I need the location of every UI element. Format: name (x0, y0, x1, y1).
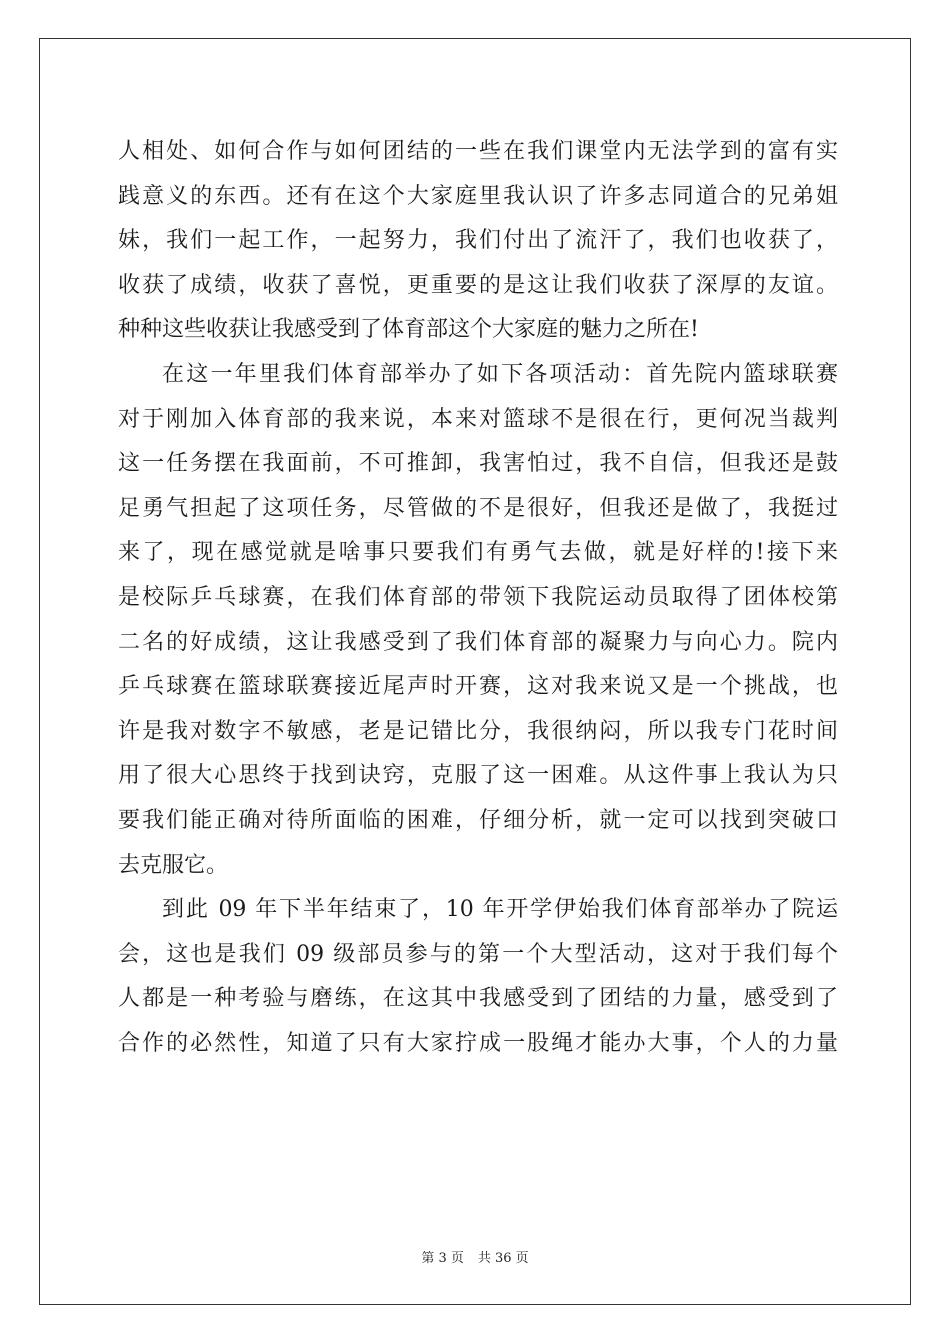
text-line: 践意义的东西。还有在这个大家庭里我认识了许多志同道合的兄弟姐 (118, 183, 838, 209)
text-line: 二名的好成绩，这让我感受到了我们体育部的凝聚力与向心力。院内 (118, 629, 838, 655)
text-line: 是校际乒乓球赛，在我们体育部的带领下我院运动员取得了团体校第 (118, 584, 838, 610)
page-total: 共 36 页 (477, 1251, 529, 1266)
text-line: 许是我对数字不敏感，老是记错比分，我很纳闷，所以我专门花时间 (118, 718, 838, 744)
text-line: 合作的必然性，知道了只有大家拧成一股绳才能办大事，个人的力量 (118, 1030, 838, 1056)
text-line: 这一任务摆在我面前，不可推卸，我害怕过，我不自信，但我还是鼓 (118, 451, 838, 477)
text-line: 妹，我们一起工作，一起努力，我们付出了流汗了，我们也收获了， (118, 228, 838, 254)
text-line: 去克服它。 (118, 852, 229, 878)
text-line: 用了很大心思终于找到诀窍，克服了这一困难。从这件事上我认为只 (118, 763, 838, 789)
text-line: 乒乓球赛在篮球联赛接近尾声时开赛，这对我来说又是一个挑战，也 (118, 674, 838, 700)
text-line: 人相处、如何合作与如何团结的一些在我们课堂内无法学到的富有实 (118, 139, 838, 164)
text-line: 要我们能正确对待所面临的困难，仔细分析，就一定可以找到突破口 (118, 807, 838, 833)
text-line: 种种这些收获让我感受到了体育部这个大家庭的魅力之所在! (118, 317, 699, 343)
document-body (118, 130, 838, 1066)
paragraph-start-line: 到此 09 年下半年结束了，10 年开学伊始我们体育部举办了院运 (162, 897, 838, 923)
text-line: 会，这也是我们 09 级部员参与的第一个大型活动，这对于我们每个 (118, 941, 838, 967)
page-footer (0, 1247, 950, 1266)
text-line: 对于刚加入体育部的我来说，本来对篮球不是很在行，更何况当裁判 (118, 406, 838, 432)
text-line: 来了，现在感觉就是啥事只要我们有勇气去做，就是好样的!接下来 (118, 540, 838, 566)
text-line: 足勇气担起了这项任务，尽管做的不是很好，但我还是做了，我挺过 (118, 495, 838, 521)
text-line: 人都是一种考验与磨练，在这其中我感受到了团结的力量，感受到了 (118, 986, 838, 1012)
text-line: 收获了成绩，收获了喜悦，更重要的是这让我们收获了深厚的友谊。 (118, 272, 838, 298)
page-number: 第 3 页 (421, 1251, 464, 1266)
paragraph-start-line: 在这一年里我们体育部举办了如下各项活动：首先院内篮球联赛 (162, 361, 838, 387)
